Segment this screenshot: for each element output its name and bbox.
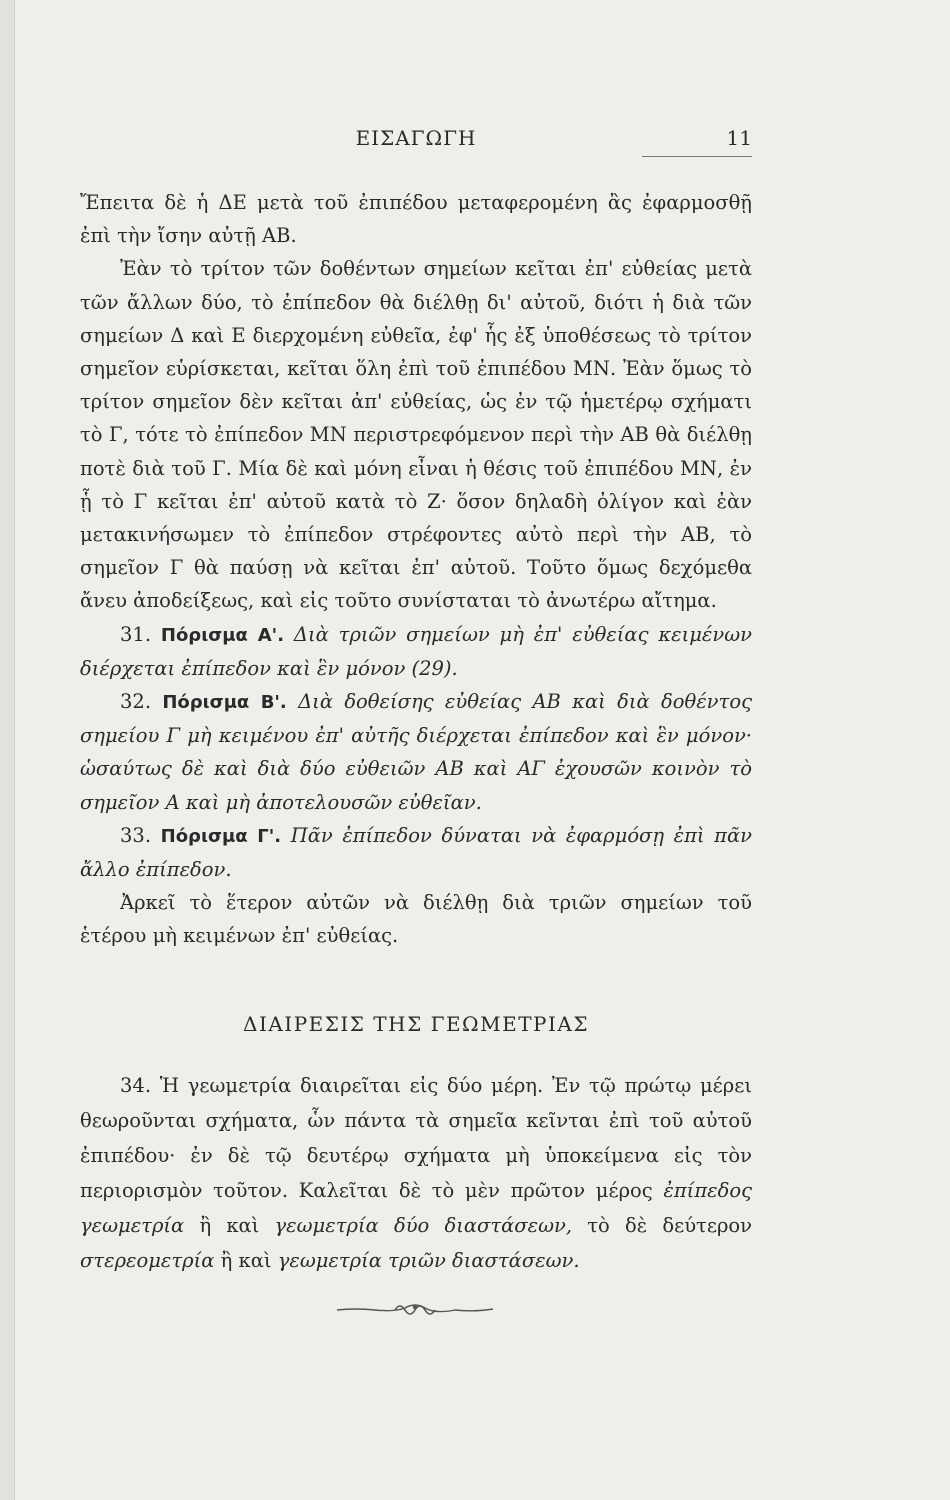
conjunction: ἢ καὶ — [199, 1214, 260, 1237]
corollary-label: Πόρισμα Γ'. — [160, 825, 282, 847]
main-text — [80, 186, 752, 953]
ornament-divider — [335, 1298, 495, 1318]
corollary-31 — [80, 618, 752, 685]
corollary-33 — [80, 819, 752, 886]
term: γεωμετρία δύο διαστάσεων, — [274, 1214, 573, 1237]
page-gutter — [0, 0, 15, 1500]
section-text-plain: Ἡ γεωμετρία διαιρεῖται εἰς δύο μέρη. Ἐν τῷ πρώτῳ μέρει θεωροῦνται σχήματα, ὧν πάντα τὰ σημεῖα κεῖνται ἐπὶ τοῦ αὐτοῦ ἐπιπέδου· ἐν δὲ τῷ δευτέρῳ σχήματα μὴ ὑποκείμενα εἰς τὸν περιορισμὸν τοῦτον. Καλεῖται δὲ τὸ μὲν πρῶτον μέρος — [80, 1074, 752, 1202]
section-text — [80, 1068, 752, 1278]
page-header — [80, 126, 752, 158]
corollary-label: Πόρισμα Α'. — [160, 624, 285, 646]
corollary-number: 33. — [120, 823, 152, 847]
corollary-text: Διὰ τριῶν σημείων μὴ ἐπ' εὐθείας κειμένων διέρχεται ἐπίπεδον καὶ ἓν μόνον (29). — [80, 622, 753, 680]
term: στερεομετρία — [80, 1249, 215, 1272]
page-number: 11 — [726, 126, 752, 150]
conjunction: ἢ καὶ — [220, 1249, 272, 1272]
corollary-32 — [80, 685, 752, 819]
section-paragraph — [80, 1068, 752, 1278]
paragraph: Ἀρκεῖ τὸ ἕτερον αὐτῶν νὰ διέλθῃ διὰ τριῶν σημείων τοῦ ἑτέρου μὴ κειμένων ἐπ' εὐθείας. — [80, 891, 752, 948]
header-rule — [642, 156, 752, 157]
running-title: ΕΙΣΑΓΩΓΗ — [355, 126, 477, 150]
corollary-number: 32. — [120, 690, 152, 714]
corollary-number: 31. — [120, 622, 152, 646]
section-number: 34. — [120, 1074, 152, 1097]
section-title: ΔΙΑΙΡΕΣΙΣ ΤΗΣ ΓΕΩΜΕΤΡΙΑΣ — [243, 1012, 589, 1036]
corollary-text: Διὰ δοθείσης εὐθείας ΑΒ καὶ διὰ δοθέντος σημείου Γ μὴ κειμένου ἐπ' αὐτῆς διέρχεται ἐπίπεδον καὶ ἓν μόνον· ὡσαύτως δὲ καὶ διὰ δύο εὐθειῶν ΑΒ καὶ ΑΓ ἐχουσῶν κοινὸν τὸ σημεῖον Α καὶ μὴ ἀποτελουσῶν εὐθεῖαν. — [80, 690, 752, 814]
term: ἐπίπεδος γεωμετρία — [80, 1179, 752, 1237]
corollary-label: Πόρισμα Β'. — [162, 692, 287, 714]
corollary-text: Πᾶν ἐπίπεδον δύναται νὰ ἐφαρμόσῃ ἐπὶ πᾶν ἄλλο ἐπίπεδον. — [80, 823, 753, 882]
term: γεωμετρία τριῶν διαστάσεων. — [277, 1249, 580, 1272]
paragraph: Ἐὰν τὸ τρίτον τῶν δοθέντων σημείων κεῖται ἐπ' εὐθείας μετὰ τῶν ἄλλων δύο, τὸ ἐπίπεδον θὰ διέλθῃ δι' αὐτοῦ, διότι ἡ διὰ τῶν σημείων Δ καὶ Ε διερχομένη εὐθεῖα, ἐφ' ἧς ἐξ ὑποθέσεως τὸ τρίτον σημεῖον εὑρίσκεται, κεῖται ὅλη ἐπὶ τοῦ ἐπιπέδου ΜΝ. Ἐὰν ὅμως τὸ τρίτον σημεῖον δὲν κεῖται ἀπ' εὐθείας, ὡς ἐν τῷ ἡμετέρῳ σχήματι τὸ Γ, τότε τὸ ἐπίπεδον ΜΝ περιστρεφόμενον περὶ τὴν ΑΒ θὰ διέλθῃ ποτὲ διὰ τοῦ Γ. Μία δὲ καὶ μόνη εἶναι ἡ θέσις τοῦ ἐπιπέδου ΜΝ, ἐν ᾗ τὸ Γ κεῖται ἐπ' αὐτοῦ κατὰ τὸ Ζ· ὅσον δηλαδὴ ὀλίγον καὶ ἐὰν μετακινήσωμεν τὸ ἐπίπεδον στρέφοντες αὐτὸ περὶ τὴν ΑΒ, τὸ σημεῖον Γ θὰ παύσῃ νὰ κεῖται ἐπ' αὐτοῦ. Τοῦτο ὅμως δεχόμεθα ἄνευ ἀποδείξεως, καὶ εἰς τοῦτο συνίσταται τὸ ἀνωτέρω αἴτημα. — [80, 257, 752, 613]
paragraph: Ἔπειτα δὲ ἡ ΔΕ μετὰ τοῦ ἐπιπέδου μεταφερομένη ἂς ἐφαρμοσθῇ ἐπὶ τὴν ἴσην αὐτῇ ΑΒ. — [80, 191, 752, 248]
section-text-mid: τὸ δὲ δεύτερον — [587, 1214, 753, 1237]
